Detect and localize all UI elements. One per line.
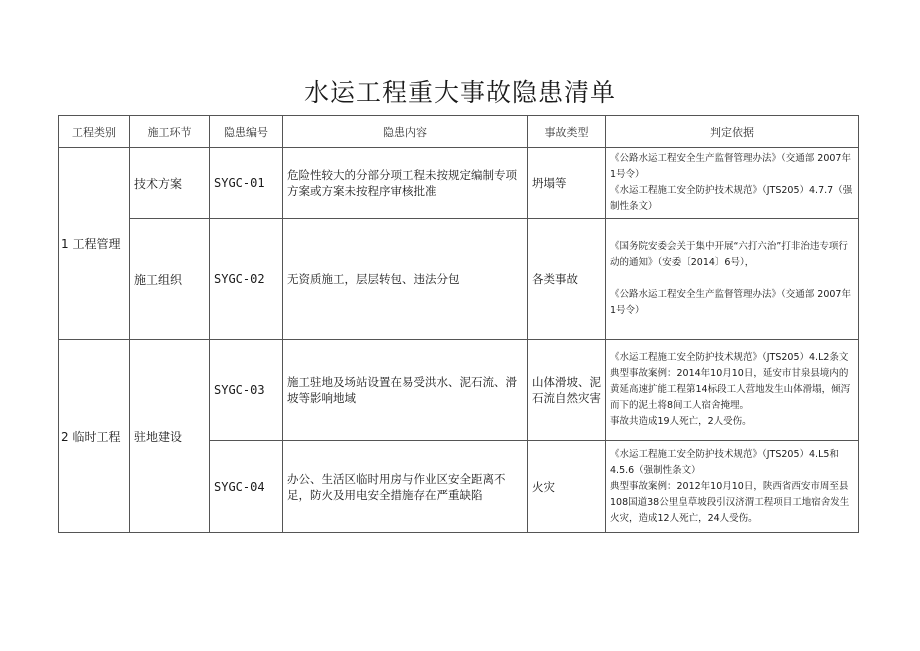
basis-line: 典型事故案例：2012年10月10日，陕西省西安市周至县108国道38公里皇草坡段引汉济渭工程项目工地宿舍发生火灾，造成12人死亡，24人受伤。: [610, 480, 850, 524]
step-cell: 施工组织: [130, 219, 210, 340]
header-basis: 判定依据: [606, 116, 859, 148]
code-cell: SYGC-01: [210, 148, 283, 219]
header-row: [59, 116, 859, 148]
header-code: 隐患编号: [210, 116, 283, 148]
basis-cell: [606, 219, 859, 340]
category-label: 工程管理: [72, 237, 121, 251]
basis-line: 《国务院安委会关于集中开展“六打六治”打非治违专项行动的通知》（安委〔2014〕6号），: [610, 241, 848, 268]
category-cell: [59, 340, 130, 533]
content-cell: 危险性较大的分部分项工程未按规定编制专项方案或方案未按程序审核批准: [283, 148, 528, 219]
type-cell: 火灾: [528, 441, 606, 533]
table-row: [59, 340, 859, 441]
basis-line: 《公路水运工程安全生产监督管理办法》（交通部 2007年1号令）: [610, 289, 851, 316]
basis-line: 典型事故案例：2014年10月10日，延安市甘泉县境内的黄延高速扩能工程第14标段工人营地发生山体滑塌，倾泻而下的泥土将8间工人宿舍掩埋。: [610, 368, 851, 411]
step-cell: 驻地建设: [130, 340, 210, 533]
basis-line: 事故共造成19人死亡，2人受伤。: [610, 416, 752, 427]
category-number: 2: [61, 429, 69, 444]
category-number: 1: [61, 237, 69, 251]
hazard-table: [58, 115, 859, 533]
basis-cell: [606, 441, 859, 533]
basis-cell: [606, 148, 859, 219]
table-row: [59, 148, 859, 219]
category-label: 临时工程: [72, 429, 121, 444]
category-cell: [59, 148, 130, 340]
header-content: 隐患内容: [283, 116, 528, 148]
content-cell: 施工驻地及场站设置在易受洪水、泥石流、滑坡等影响地域: [283, 340, 528, 441]
header-category: 工程类别: [59, 116, 130, 148]
basis-cell: [606, 340, 859, 441]
type-cell: 山体滑坡、泥石流自然灾害: [528, 340, 606, 441]
code-cell: SYGC-02: [210, 219, 283, 340]
type-cell: 各类事故: [528, 219, 606, 340]
basis-line: 《水运工程施工安全防护技术规范》（JTS205）4.7.7（强制性条文）: [610, 185, 853, 212]
content-cell: 无资质施工，层层转包、违法分包: [283, 219, 528, 340]
basis-line: 《公路水运工程安全生产监督管理办法》（交通部 2007年1号令）: [610, 153, 851, 180]
page-title: 水运工程重大事故隐患清单: [303, 78, 616, 107]
table-row: [59, 219, 859, 340]
content-cell: 办公、生活区临时用房与作业区安全距离不足，防火及用电安全措施存在严重缺陷: [283, 441, 528, 533]
type-cell: 坍塌等: [528, 148, 606, 219]
header-type: 事故类型: [528, 116, 606, 148]
step-cell: 技术方案: [130, 148, 210, 219]
code-cell: SYGC-04: [210, 441, 283, 533]
basis-gap: [610, 271, 854, 287]
header-step: 施工环节: [130, 116, 210, 148]
basis-line: 《水运工程施工安全防护技术规范》（JTS205）4.L2条文: [610, 352, 849, 363]
code-cell: SYGC-03: [210, 340, 283, 441]
basis-line: 《水运工程施工安全防护技术规范》（JTS205）4.L5和4.5.6（强制性条文）: [610, 448, 839, 476]
